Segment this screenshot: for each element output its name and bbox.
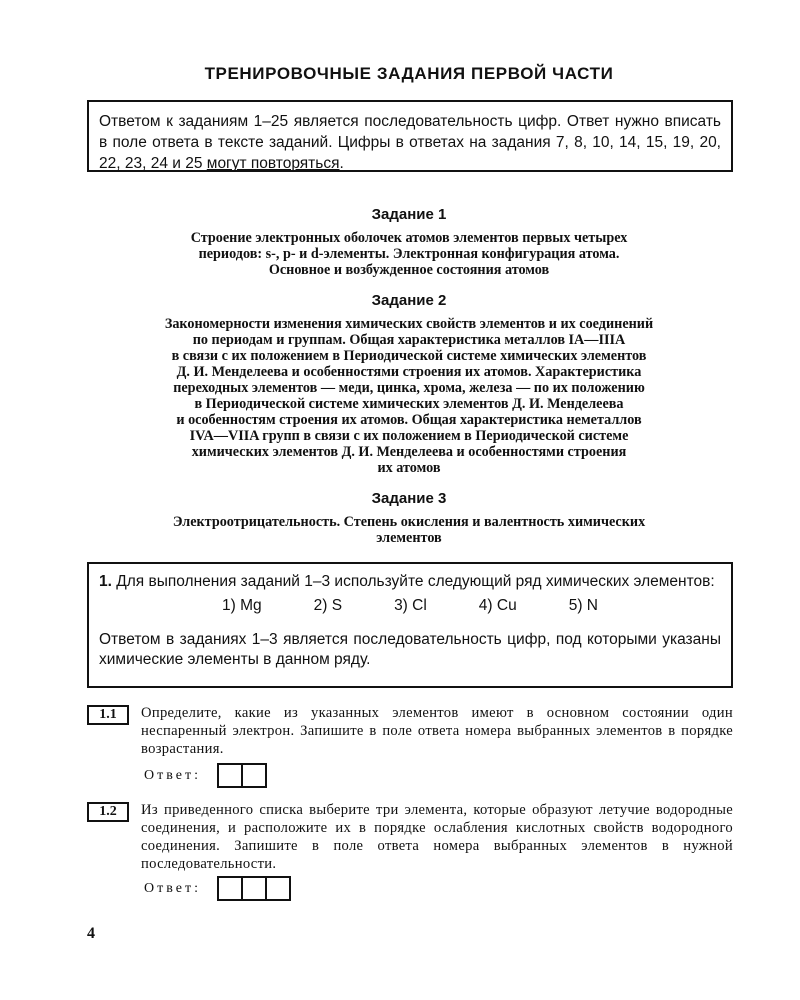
question-label: 1.2 [87, 802, 129, 822]
element-option: 2) S [313, 597, 343, 614]
answer-cells [217, 763, 265, 788]
topic-line: элементов [376, 530, 442, 546]
topic-line: периодов: s-, p- и d-элементы. Электронная конфигурация атома. [198, 246, 620, 262]
task-box [87, 562, 733, 688]
intro-text: Ответом к заданиям 1–25 является последовательность цифр. Ответ нужно вписать в поле ответа в тексте заданий. Цифры в ответах на задания 7, 8, 10, 14, 15, 19, 20, 22, 23, 24 и 25 [99, 113, 721, 172]
topic-line: их атомов [377, 460, 441, 476]
topic-line: Закономерности изменения химических свойств элементов и их соединений [164, 316, 654, 332]
section-heading: Задание 3 [371, 490, 447, 507]
topic-line: и особенностям строения их атомов. Общая характеристика неметаллов [176, 412, 642, 428]
topic-line: в Периодической системе химических элементов Д. И. Менделеева [194, 396, 624, 412]
task-number: 1. [99, 573, 112, 590]
answer-label: Ответ: [144, 881, 201, 896]
topic-line: в связи с их положением в Периодической системе химических элементов [171, 348, 647, 364]
task-statement [99, 572, 721, 592]
section-topic [0, 514, 800, 546]
topic-line: переходных элементов — меди, цинка, хрома, железа — по их положению [173, 380, 645, 396]
topic-line: по периодам и группам. Общая характеристика металлов IA—IIIA [192, 332, 626, 348]
topic-line: Электроотрицательность. Степень окисления и валентность химических [172, 514, 646, 530]
elements-row [99, 596, 721, 616]
answer-cell[interactable] [241, 876, 267, 901]
answer-cell[interactable] [217, 763, 243, 788]
element-option: 1) Mg [222, 597, 262, 614]
element-option: 3) Cl [394, 597, 427, 614]
intro-text-end: . [339, 155, 344, 172]
section-heading: Задание 1 [371, 206, 447, 223]
question-text: Определите, какие из указанных элементов имеют в основном состоянии один неспаренный электрон. Запишите в поле ответа номера выбранных элементов в порядке возрастания. [141, 705, 733, 757]
topic-line: Строение электронных оболочек атомов элементов первых четырех [190, 230, 628, 246]
question-label: 1.1 [87, 705, 129, 725]
topic-line: химических элементов Д. И. Менделеева и особенностями строения [191, 444, 627, 460]
topic-line: Основное и возбужденное состояния атомов [268, 262, 550, 278]
topic-line: Д. И. Менделеева и особенностями строения их атомов. Характеристика [176, 364, 642, 380]
section-topic [0, 316, 800, 476]
topic-line: IVA—VIIA групп в связи с их положением в Периодической системе [189, 428, 629, 444]
answer-cell[interactable] [265, 876, 291, 901]
page-title: ТРЕНИРОВОЧНЫЕ ЗАДАНИЯ ПЕРВОЙ ЧАСТИ [204, 64, 614, 83]
intro-box [87, 100, 733, 172]
element-option: 5) N [568, 597, 598, 614]
page-number: 4 [87, 925, 95, 942]
task-note: Ответом в заданиях 1–3 является последовательность цифр, под которыми указаны химические элементы в данном ряду. [99, 631, 721, 668]
answer-cell[interactable] [241, 763, 267, 788]
section-heading: Задание 2 [371, 292, 447, 309]
task-text: Для выполнения заданий 1–3 используйте следующий ряд химических элементов: [116, 573, 715, 590]
answer-cell[interactable] [217, 876, 243, 901]
intro-underlined-text: могут повторяться [206, 155, 340, 172]
answer-label: Ответ: [144, 768, 201, 783]
element-option: 4) Cu [478, 597, 517, 614]
question-text: Из приведенного списка выберите три элемента, которые образуют летучие водородные соединения, и расположите их в порядке ослабления кислотных свойств водородного соединения. Запишите в поле ответа номера выбранных элементов в нужной последовательности. [141, 802, 733, 872]
section-topic [0, 230, 800, 278]
answer-cells [217, 876, 289, 901]
